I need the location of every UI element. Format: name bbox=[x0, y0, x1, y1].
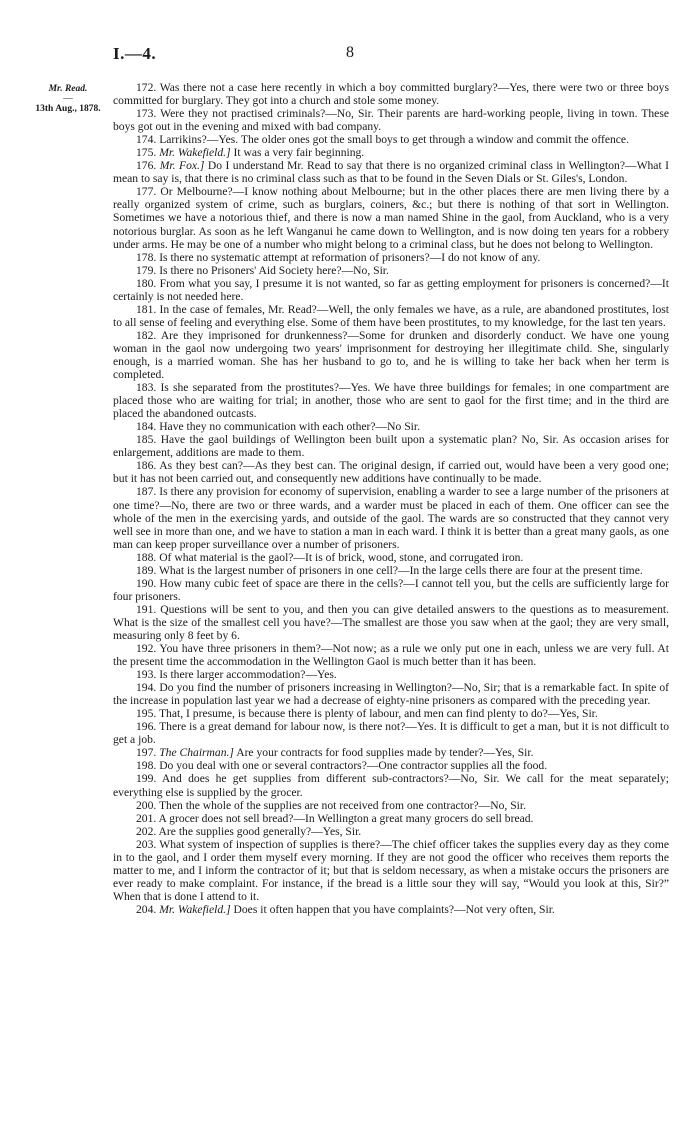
question-paragraph bbox=[113, 838, 669, 903]
question-paragraph bbox=[113, 812, 669, 825]
question-paragraph bbox=[113, 264, 669, 277]
paragraph-text: 196. There is a great demand for labour now, is there not?—Yes. It is difficult to get a man, but it is not difficult to get a job. bbox=[113, 720, 669, 747]
question-paragraph bbox=[113, 303, 669, 329]
paragraph-text: 173. Were they not practised criminals?—No, Sir. Their parents are hard-working people, living in town. These boys got out in the evening and mixed with bad company. bbox=[113, 107, 669, 134]
page-number: 8 bbox=[346, 44, 354, 61]
question-paragraph bbox=[113, 551, 669, 564]
question-paragraph bbox=[113, 433, 669, 459]
question-number: 197. bbox=[136, 746, 157, 760]
question-paragraph bbox=[113, 772, 669, 798]
paragraph-text: 191. Questions will be sent to you, and then you can give detailed answers to the questions as to measurement. What is the size of the smallest cell you have?—The smallest are those you saw when at the gaol; they are very small, measuring only 8 feet by 6. bbox=[113, 602, 669, 642]
paragraph-text: 201. A grocer does not sell bread?—In Wellington a great many grocers do sell bread. bbox=[136, 811, 534, 825]
paragraph-text: 183. Is she separated from the prostitutes?—Yes. We have three buildings for females; in one compartment are placed those who are waiting for trial; in another, those who are sent to gaol for the first time; and in the third are placed the abandoned outcasts. bbox=[113, 381, 669, 421]
paragraph-text: 193. Is there larger accommodation?—Yes. bbox=[136, 668, 337, 682]
paragraph-text: 182. Are they imprisoned for drunkenness?—Some for drunken and disorderly conduct. We have one young woman in the gaol now undergoing two years' imprisonment for destroying her illegitimate child. She, singularly enough, is a married woman. She has her husband to go to, and he is willing to take her back when her term is completed. bbox=[113, 328, 669, 382]
margin-date: 13th Aug., 1878. bbox=[35, 104, 101, 114]
question-paragraph bbox=[113, 759, 669, 772]
margin-note bbox=[30, 84, 106, 115]
paragraph-text: 172. Was there not a case here recently in which a boy committed burglary?—Yes, there were two or three boys committed for burglary. They got into a church and stole some money. bbox=[113, 81, 669, 108]
question-paragraph bbox=[113, 681, 669, 707]
margin-dash: — bbox=[63, 94, 73, 104]
paragraph-text: 187. Is there any provision for economy of supervision, enabling a warder to see a large number of the prisoners at one time?—No, there are two or three wards, and a warder must be placed in each of them. One officer can see the whole of the men in the exercising yards, and outside of the gaol. The wards are so constructed that they cannot very well see in more than one, and we have to station a man in each ward. I think it is better than a great many gaols, as one man can keep proper surveillance over a number of prisoners. bbox=[113, 485, 669, 551]
paragraph-text: 179. Is there no Prisoners' Aid Society here?—No, Sir. bbox=[136, 263, 389, 277]
speaker-name: Mr. Wakefield.] bbox=[159, 902, 231, 916]
question-paragraph bbox=[113, 668, 669, 681]
paragraph-text: 184. Have they no communication with each other?—No Sir. bbox=[136, 420, 420, 434]
question-paragraph bbox=[113, 251, 669, 264]
paragraph-text: 202. Are the supplies good generally?—Yes, Sir. bbox=[136, 824, 362, 838]
question-paragraph bbox=[113, 420, 669, 433]
paper-reference: I.—4. bbox=[113, 44, 157, 63]
question-paragraph bbox=[113, 381, 669, 420]
paragraph-text: Does it often happen that you have complaints?—Not very often, Sir. bbox=[233, 902, 555, 916]
paragraph-text: 181. In the case of females, Mr. Read?—Well, the only females we have, as a rule, are abandoned prostitutes, lost to all sense of feeling and everything else. Some of them have been prostitutes, to my knowledge, for the last ten years. bbox=[113, 302, 669, 329]
question-paragraph bbox=[113, 485, 669, 550]
paragraph-text: 185. Have the gaol buildings of Wellington been built upon a systematic plan? No, Sir. As occasion arises for enlargement, additions are made to them. bbox=[113, 433, 669, 460]
question-paragraph bbox=[113, 707, 669, 720]
question-number: 204. bbox=[136, 902, 157, 916]
paragraph-text: 188. Of what material is the gaol?—It is of brick, wood, stone, and corrugated iron. bbox=[136, 550, 524, 564]
paragraph-text: 177. Or Melbourne?—I know nothing about Melbourne; but in the other places there are men living there by a really organized system of crime, such as burglars, coiners, &c.; but there is nothing of that sort in Wellington. Sometimes we have a notorious thief, and there is now a man named Shine in the gaol, from Auckland, who is a very notorious burglar. As soon as he left Wanganui he came down to Wellington, and is now doing ten years for a robbery under arms. He may be one of a number who might belong to a criminal class, but he does not belong to Wellington. bbox=[113, 185, 669, 251]
evidence-text bbox=[113, 81, 669, 916]
paragraph-text: 192. You have three prisoners in them?—Not now; as a rule we only put one in each, unless we are very full. At the present time the accommodation in the Wellington Gaol is much better than it has been. bbox=[113, 642, 669, 669]
paragraph-text: 174. Larrikins?—Yes. The older ones got the small boys to get through a window and commit the offence. bbox=[136, 133, 629, 147]
question-paragraph bbox=[113, 277, 669, 303]
question-paragraph bbox=[113, 133, 669, 146]
paragraph-text: Do I understand Mr. Read to say that there is no organized criminal class in Wellington?—What I mean to say is, that there is no criminal class such as that to be found in the Seven Dials or St. Giles's, London. bbox=[113, 159, 669, 186]
paragraph-text: 189. What is the largest number of prisoners in one cell?—In the large cells there are four at the present time. bbox=[136, 563, 643, 577]
question-paragraph bbox=[113, 799, 669, 812]
question-paragraph bbox=[113, 107, 669, 133]
question-paragraph bbox=[113, 185, 669, 250]
paragraph-text: It was a very fair beginning. bbox=[233, 146, 365, 160]
question-paragraph bbox=[113, 459, 669, 485]
question-paragraph bbox=[113, 146, 669, 159]
question-number: 175. bbox=[136, 146, 157, 160]
paragraph-text: Are your contracts for food supplies made by tender?—Yes, Sir. bbox=[236, 746, 534, 760]
question-paragraph bbox=[113, 903, 669, 916]
question-paragraph bbox=[113, 577, 669, 603]
paragraph-text: 195. That, I presume, is because there is plenty of labour, and men can find plenty to do?—Yes, Sir. bbox=[136, 707, 598, 721]
paragraph-text: 186. As they best can?—As they best can. The original design, if carried out, would have been a very good one; but it has not been carried out, and consequently new additions have continually to be made. bbox=[113, 459, 669, 486]
question-paragraph bbox=[113, 720, 669, 746]
question-paragraph bbox=[113, 825, 669, 838]
question-paragraph bbox=[113, 642, 669, 668]
speaker-name: Mr. Fox.] bbox=[159, 159, 205, 173]
speaker-name: Mr. Wakefield.] bbox=[159, 146, 231, 160]
question-paragraph bbox=[113, 159, 669, 185]
question-paragraph bbox=[113, 81, 669, 107]
question-paragraph bbox=[113, 746, 669, 759]
paragraph-text: 199. And does he get supplies from different sub-contractors?—No, Sir. We call for the meat separately; everything else is supplied by the grocer. bbox=[113, 772, 669, 799]
paragraph-text: 190. How many cubic feet of space are there in the cells?—I cannot tell you, but the cells are sufficiently large for four prisoners. bbox=[113, 576, 669, 603]
speaker-name: The Chairman.] bbox=[159, 746, 234, 760]
paragraph-text: 178. Is there no systematic attempt at reformation of prisoners?—I do not know of any. bbox=[136, 250, 541, 264]
paragraph-text: 203. What system of inspection of supplies is there?—The chief officer takes the supplies every day as they come in to the gaol, and I order them myself every morning. If they are not good the officer who receives them reports the matter to me, and I inform the contractor of it; but that is seldom necessary, as when a mistake occurs the prisoners are ever ready to make complaint. For instance, if the bread is a little sour they will say, “Would you look at this, Sir?” When that is done I attend to it. bbox=[113, 837, 669, 903]
paragraph-text: 194. Do you find the number of prisoners increasing in Wellington?—No, Sir; that is a remarkable fact. In spite of the increase in population last year we had a decrease of eighty-nine prisoners as compared with the preceding year. bbox=[113, 681, 669, 708]
question-paragraph bbox=[113, 564, 669, 577]
paragraph-text: 200. Then the whole of the supplies are not received from one contractor?—No, Sir. bbox=[136, 798, 526, 812]
question-paragraph bbox=[113, 329, 669, 381]
question-paragraph bbox=[113, 603, 669, 642]
paragraph-text: 198. Do you deal with one or several contractors?—One contractor supplies all the food. bbox=[136, 759, 548, 773]
question-number: 176. bbox=[136, 159, 157, 173]
paragraph-text: 180. From what you say, I presume it is not wanted, so far as getting employment for prisoners is concerned?—It certainly is not needed here. bbox=[113, 276, 669, 303]
margin-speaker: Mr. Read. bbox=[48, 84, 88, 94]
